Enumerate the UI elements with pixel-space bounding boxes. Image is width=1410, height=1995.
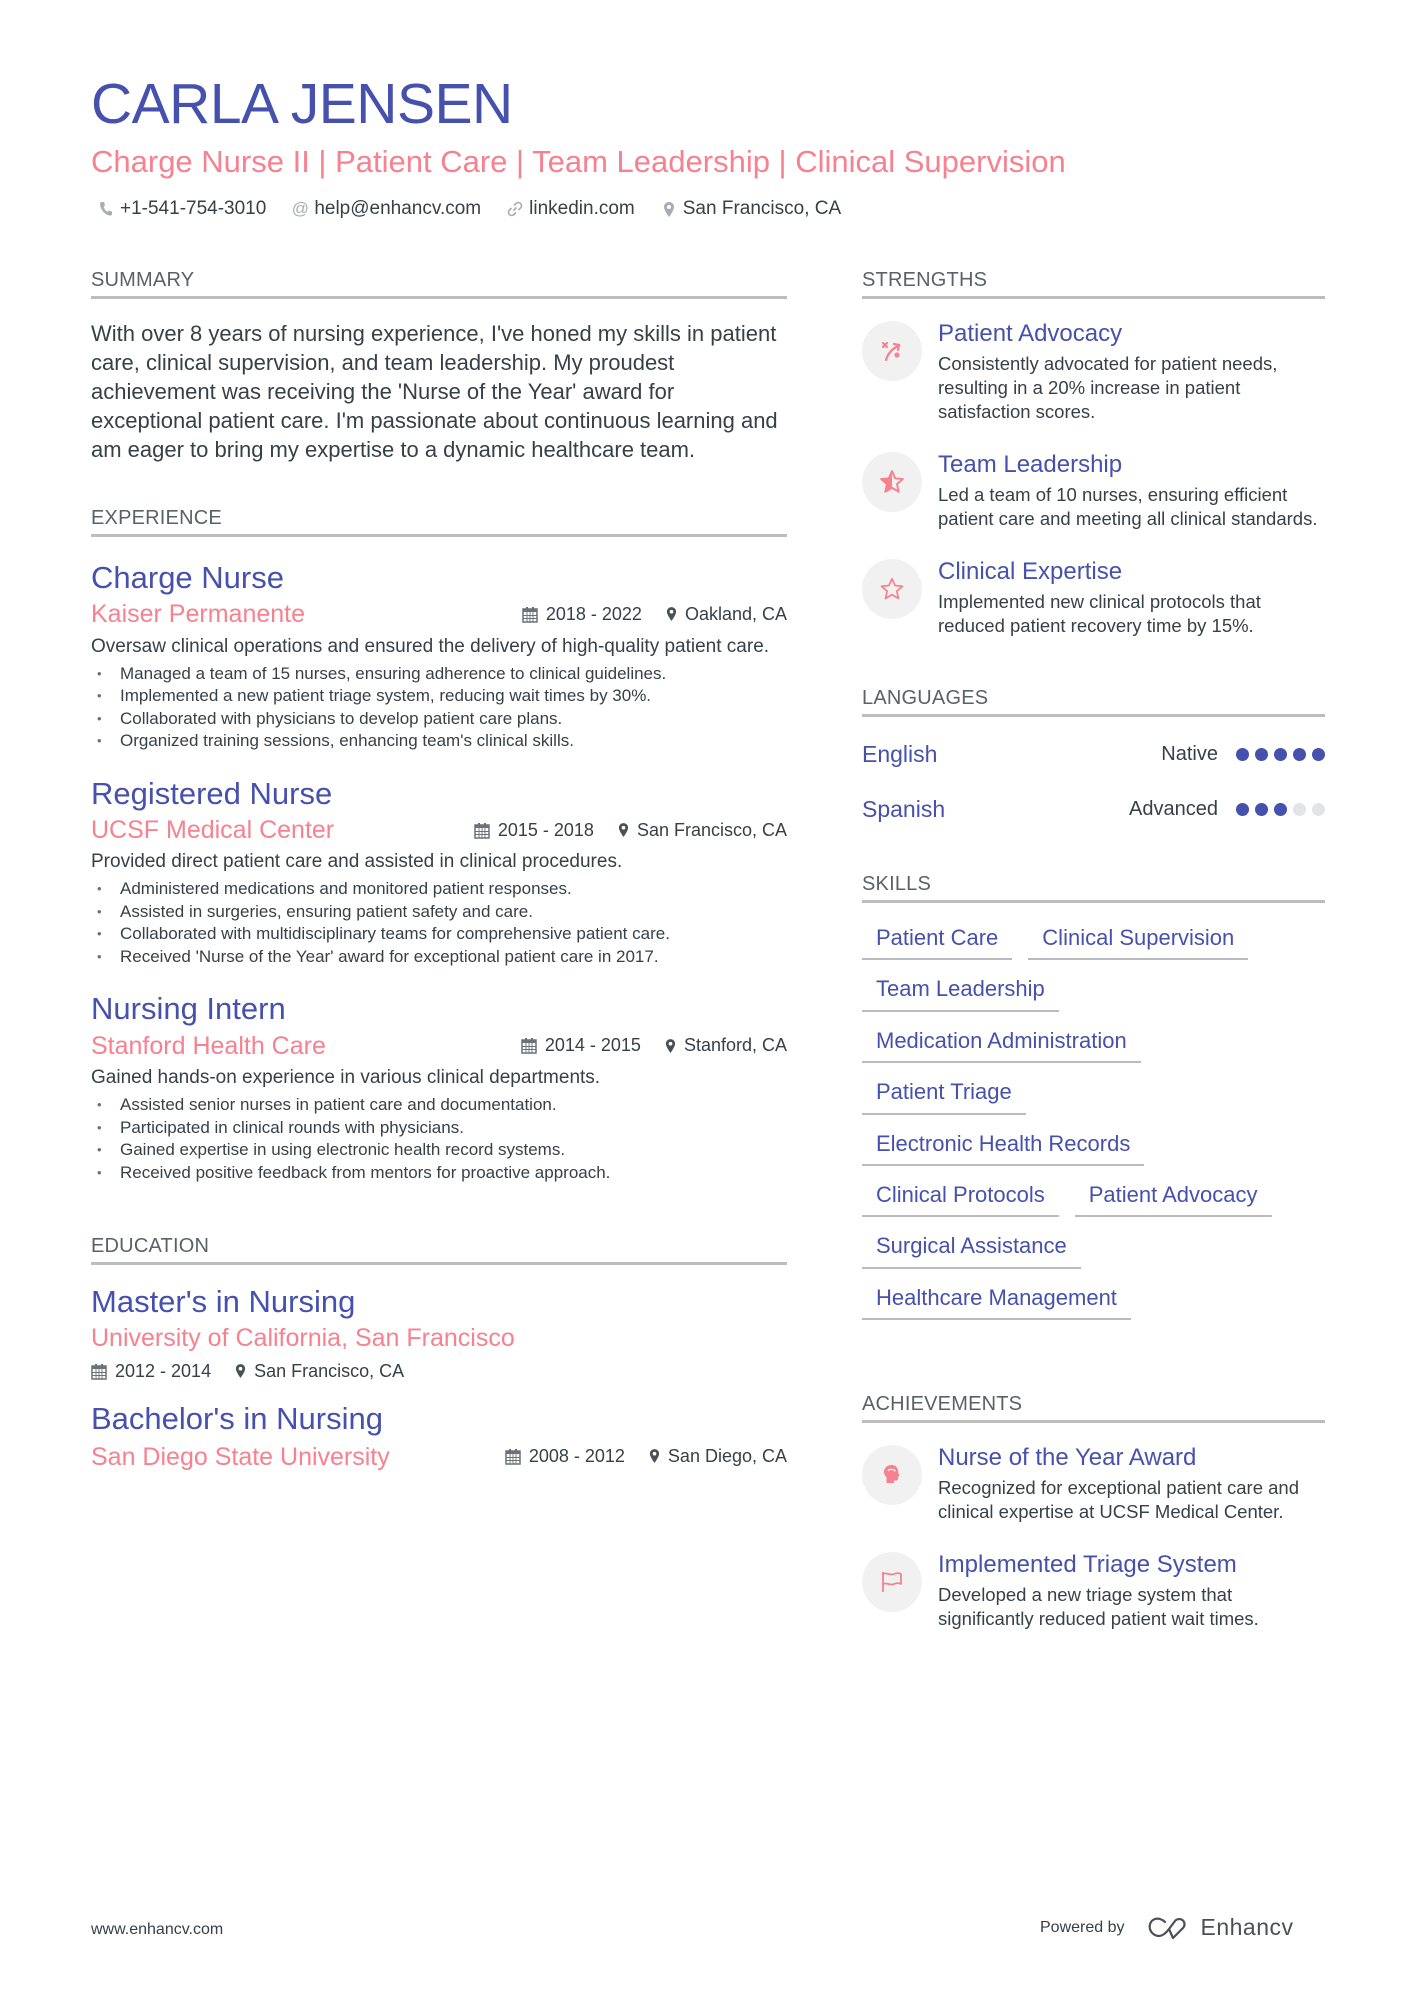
skill-tag: Clinical Protocols xyxy=(862,1182,1059,1217)
map-pin-icon xyxy=(661,200,677,218)
rating-dot-filled xyxy=(1255,748,1268,761)
section-title-education: EDUCATION xyxy=(91,1234,787,1265)
skill-tag: Electronic Health Records xyxy=(862,1131,1144,1166)
calendar-icon xyxy=(474,822,490,839)
link-text: linkedin.com xyxy=(529,198,635,219)
bullet: • Implemented a new patient triage system, reducing wait times by 30%. xyxy=(91,685,787,708)
experience-section xyxy=(91,506,787,1184)
contact-bar xyxy=(98,198,841,220)
job-title: Charge Nurse xyxy=(91,560,284,595)
job-title: Registered Nurse xyxy=(91,775,333,811)
languages-section xyxy=(862,686,1325,828)
map-pin-icon xyxy=(235,1363,246,1379)
skills-list xyxy=(862,925,1325,1320)
strength-description: Consistently advocated for patient needs, resulting in a 20% increase in patient satisfaction scores. xyxy=(938,353,1278,422)
job-description: Gained hands-on experience in various clinical departments. xyxy=(91,1067,601,1089)
company-name: UCSF Medical Center xyxy=(91,815,335,844)
job-description: Oversaw clinical operations and ensured the delivery of high-quality patient care. xyxy=(91,635,770,657)
education-location: San Diego, CA xyxy=(667,1445,787,1466)
rating-dot-filled xyxy=(1274,803,1287,816)
flag-icon xyxy=(862,1552,922,1612)
strength-description: Led a team of 10 nurses, ensuring efficient patient care and meeting all clinical standards. xyxy=(938,484,1318,529)
language-level: Native xyxy=(1161,742,1218,765)
education-location: San Francisco, CA xyxy=(254,1360,405,1381)
phone-icon xyxy=(98,200,114,218)
job-bullets xyxy=(91,1094,787,1184)
school-name: University of California, San Francisco xyxy=(91,1324,515,1353)
job-description: Provided direct patient care and assisted in clinical procedures. xyxy=(91,851,623,873)
rating-dot-filled xyxy=(1236,748,1249,761)
phone-text: +1-541-754-3010 xyxy=(120,198,267,219)
education-item xyxy=(91,1283,787,1382)
school-name: San Diego State University xyxy=(91,1442,390,1471)
bullet: • Organized training sessions, enhancing team's clinical skills. xyxy=(91,730,787,753)
degree: Bachelor's in Nursing xyxy=(91,1400,383,1436)
summary-text: With over 8 years of nursing experience, I've honed my skills in patient care, clinical supervision, and team leadership. My proudest achievement was receiving the 'Nurse of the Year' award for exceptional patient care. I'm passionate about continuous learning and am eager to bring my expertise to a dynamic healthcare team. xyxy=(91,321,778,462)
job-bullets xyxy=(91,663,787,753)
calendar-icon xyxy=(521,1037,537,1054)
section-title-summary: SUMMARY xyxy=(91,268,787,299)
calendar-icon xyxy=(505,1448,521,1465)
skills-section xyxy=(862,872,1325,1320)
achievements-section xyxy=(862,1392,1325,1631)
experience-item xyxy=(91,559,787,753)
job-bullets xyxy=(91,878,787,968)
strength-title: Patient Advocacy xyxy=(938,320,1123,347)
education-dates: 2008 - 2012 xyxy=(528,1445,625,1466)
powered-by xyxy=(1040,1914,1294,1941)
skill-tag: Patient Care xyxy=(862,925,1012,960)
job-location: Oakland, CA xyxy=(684,603,787,624)
map-pin-icon xyxy=(665,1038,676,1054)
experience-item xyxy=(91,775,787,969)
rating-dot-filled xyxy=(1274,748,1287,761)
section-title-skills: SKILLS xyxy=(862,872,1325,903)
candidate-name: CARLA JENSEN xyxy=(91,72,513,136)
map-pin-icon xyxy=(649,1448,660,1464)
bullet: • Participated in clinical rounds with physicians. xyxy=(91,1117,787,1140)
strengths-section xyxy=(862,268,1325,638)
contact-phone[interactable] xyxy=(98,198,266,220)
strength-title: Clinical Expertise xyxy=(938,558,1123,585)
job-title: Nursing Intern xyxy=(91,991,286,1027)
skill-tag: Team Leadership xyxy=(862,976,1059,1011)
job-dates: 2018 - 2022 xyxy=(545,603,642,624)
contact-location xyxy=(661,198,841,220)
location-text: San Francisco, CA xyxy=(682,198,842,219)
footer-url[interactable]: www.enhancv.com xyxy=(91,1921,224,1938)
company-name: Stanford Health Care xyxy=(91,1031,326,1060)
language-name: Spanish xyxy=(862,795,946,822)
powered-by-label: Powered by xyxy=(1040,1918,1125,1936)
calendar-icon xyxy=(522,606,538,623)
brand-name: Enhancv xyxy=(1200,1914,1294,1940)
link-icon xyxy=(507,200,523,218)
education-section xyxy=(91,1234,787,1473)
strength-title: Team Leadership xyxy=(938,451,1123,478)
job-dates: 2014 - 2015 xyxy=(544,1035,641,1056)
section-title-experience: EXPERIENCE xyxy=(91,506,787,537)
right-column xyxy=(862,268,1325,1631)
job-dates: 2015 - 2018 xyxy=(497,819,594,840)
strength-item xyxy=(862,450,1325,531)
achievement-title: Nurse of the Year Award xyxy=(938,1444,1197,1472)
rating-dot-filled xyxy=(1236,803,1249,816)
education-item xyxy=(91,1400,787,1474)
achievement-description: Developed a new triage system that significantly reduced patient wait times. xyxy=(938,1584,1259,1630)
section-title-achievements: ACHIEVEMENTS xyxy=(862,1392,1325,1423)
email-text: help@enhancv.com xyxy=(314,198,482,219)
enhancv-logo[interactable] xyxy=(1147,1914,1294,1941)
bullet: • Collaborated with physicians to develop patient care plans. xyxy=(91,708,787,731)
skill-tag: Clinical Supervision xyxy=(1028,925,1248,960)
at-icon: @ xyxy=(291,199,309,218)
calendar-icon xyxy=(91,1363,107,1380)
language-item xyxy=(862,735,1325,773)
company-name: Kaiser Permanente xyxy=(91,600,306,629)
degree: Master's in Nursing xyxy=(91,1284,356,1320)
contact-link[interactable] xyxy=(507,198,635,220)
bullet: • Collaborated with multidisciplinary teams for comprehensive patient care. xyxy=(91,923,787,946)
rating-dot-empty xyxy=(1312,803,1325,816)
rating-dot-filled xyxy=(1312,748,1325,761)
language-level: Advanced xyxy=(1129,797,1218,820)
map-pin-icon xyxy=(618,822,629,838)
achievement-description: Recognized for exceptional patient care and clinical expertise at UCSF Medical Center. xyxy=(938,1477,1299,1523)
bullet: • Managed a team of 15 nurses, ensuring adherence to clinical guidelines. xyxy=(91,663,787,686)
achievement-item xyxy=(862,1550,1325,1631)
skill-tag: Patient Advocacy xyxy=(1075,1182,1272,1217)
education-dates: 2012 - 2014 xyxy=(115,1360,212,1381)
star-icon xyxy=(862,559,922,619)
strength-item xyxy=(862,319,1325,424)
rating-dot-filled xyxy=(1293,748,1306,761)
achievement-item xyxy=(862,1443,1325,1524)
bullet: • Received positive feedback from mentors for proactive approach. xyxy=(91,1162,787,1185)
language-rating xyxy=(1236,748,1325,761)
job-location: San Francisco, CA xyxy=(636,819,787,840)
section-title-strengths: STRENGTHS xyxy=(862,268,1325,299)
language-name: English xyxy=(862,740,938,767)
left-column xyxy=(91,268,787,1473)
rating-dot-empty xyxy=(1293,803,1306,816)
achievement-title: Implemented Triage System xyxy=(938,1551,1237,1579)
skill-tag: Healthcare Management xyxy=(862,1285,1131,1320)
brain-head-icon xyxy=(862,1445,922,1505)
strength-item xyxy=(862,557,1325,638)
experience-item xyxy=(91,990,787,1184)
skill-tag: Medication Administration xyxy=(862,1028,1141,1063)
skill-tag: Patient Triage xyxy=(862,1079,1026,1114)
summary-section xyxy=(91,268,787,464)
strength-description: Implemented new clinical protocols that reduced patient recovery time by 15%. xyxy=(938,591,1261,636)
bullet: • Assisted in surgeries, ensuring patient safety and care. xyxy=(91,901,787,924)
section-title-languages: LANGUAGES xyxy=(862,686,1325,717)
enhancv-logo-icon xyxy=(1147,1916,1191,1940)
rating-dot-filled xyxy=(1255,803,1268,816)
language-rating xyxy=(1236,803,1325,816)
contact-email[interactable] xyxy=(292,198,481,220)
bullet: • Administered medications and monitored patient responses. xyxy=(91,878,787,901)
bullet: • Received 'Nurse of the Year' award for exceptional patient care in 2017. xyxy=(91,946,787,969)
job-location: Stanford, CA xyxy=(683,1035,787,1056)
half-star-icon xyxy=(862,452,922,512)
bullet: • Gained expertise in using electronic health record systems. xyxy=(91,1139,787,1162)
skill-tag: Surgical Assistance xyxy=(862,1233,1081,1268)
map-pin-icon xyxy=(666,606,677,622)
headline: Charge Nurse II | Patient Care | Team Leadership | Clinical Supervision xyxy=(91,144,1066,179)
language-item xyxy=(862,790,1325,828)
bullet: • Assisted senior nurses in patient care and documentation. xyxy=(91,1094,787,1117)
strategy-icon xyxy=(862,321,922,381)
